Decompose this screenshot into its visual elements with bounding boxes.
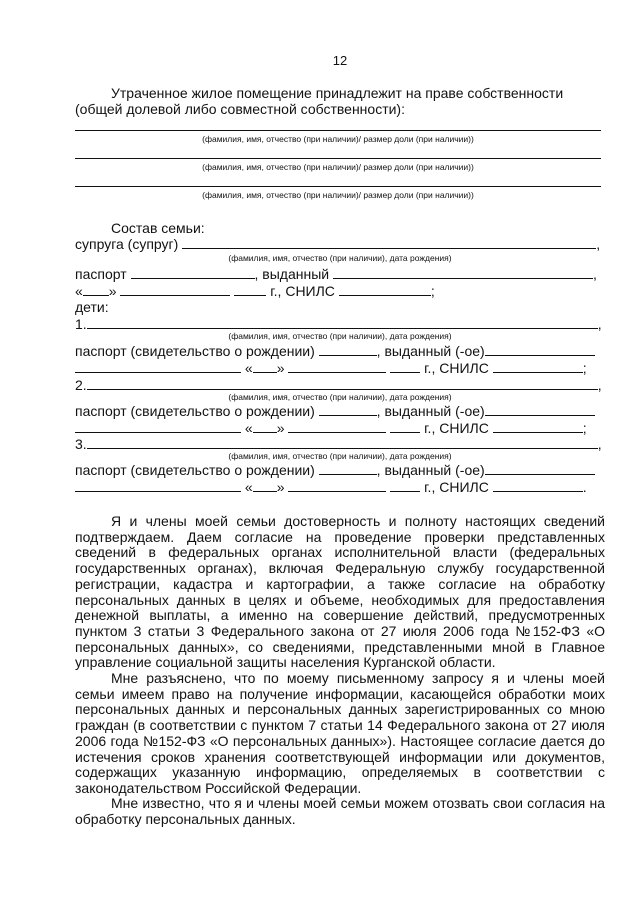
child-2-date-row	[75, 420, 587, 436]
child-1-year-field[interactable]	[390, 360, 420, 373]
child-2-number: 2.	[75, 377, 87, 393]
child-2-passport-field[interactable]	[319, 403, 377, 416]
child-1-passport-field[interactable]	[319, 343, 377, 356]
child-1-month-field[interactable]	[288, 360, 386, 373]
spouse-semicolon: ;	[430, 283, 435, 299]
quote-close: »	[108, 283, 117, 299]
spouse-passport-field[interactable]	[131, 266, 255, 279]
child-2-comma: ,	[597, 377, 602, 393]
child-2-year-snils-label: г., СНИЛС	[424, 420, 489, 436]
spouse-snils-field[interactable]	[339, 283, 431, 296]
owner-caption-1: (фамилия, имя, отчество (при наличии)/ размер доли (при наличии))	[202, 134, 474, 144]
spouse-year-field[interactable]	[234, 283, 266, 296]
child-1-issued-label: , выданный (-ое)	[376, 343, 485, 359]
child-3-number: 3.	[75, 436, 87, 452]
quote-open: «	[75, 283, 83, 299]
child-2-issuer-field[interactable]	[75, 420, 241, 433]
child-3-comma: ,	[597, 436, 602, 452]
child-3-issued-label: , выданный (-ое)	[376, 462, 485, 478]
spouse-year-snils-label: г., СНИЛС	[270, 283, 335, 299]
child-1-issued-field[interactable]	[485, 343, 595, 356]
spouse-passport-comma: ,	[593, 266, 597, 282]
child-1-number: 1.	[75, 316, 87, 332]
child-1-snils-field[interactable]	[493, 360, 583, 373]
child-2-passport-label: паспорт (свидетельство о рождении)	[75, 403, 315, 419]
quote-close: »	[276, 360, 285, 376]
consent-paragraph-1: Я и члены моей семьи достоверность и полноту настоящих сведений подтверждаем. Даем согласие на проведение проверки представленных сведений в федеральных органах исполнительной власти (федеральных государственных органах), включая Федеральную службу государственной регистрации, кадастра и картографии, а также согласие на обработку персональных данных в целях и объеме, необходимых для предоставления денежной выплаты, а именно на совершение действий, предусмотренных пунктом 3 статьи 3 Федерального закона от 27 июля 2006 года №152-ФЗ «О персональных данных», со сведениями, представленными мной в Главное управление социальной защиты населения Курганской области.	[75, 513, 605, 671]
spouse-issued-field[interactable]	[333, 266, 593, 279]
child-3-period: .	[582, 479, 587, 495]
spouse-name-field[interactable]	[182, 236, 596, 249]
owner-caption-3: (фамилия, имя, отчество (при наличии)/ размер доли (при наличии))	[202, 190, 474, 200]
spouse-passport-row	[75, 266, 597, 282]
quote-open: «	[244, 360, 253, 376]
child-1-passport-label: паспорт (свидетельство о рождении)	[75, 343, 315, 359]
child-2-caption: (фамилия, имя, отчество (при наличии), дата рождения)	[228, 392, 452, 402]
child-3-name-field[interactable]	[87, 436, 598, 449]
quote-open: «	[244, 420, 253, 436]
child-1-caption: (фамилия, имя, отчество (при наличии), дата рождения)	[228, 331, 452, 341]
quote-close: »	[276, 479, 285, 495]
children-label: дети:	[75, 299, 109, 315]
consent-paragraph-2: Мне разъяснено, что по моему письменному запросу я и члены моей семьи имеем право на получение информации, касающейся обработки моих персональных данных и персональных данных зарегистрированных со мною граждан (в соответствии с пунктом 7 статьи 14 Федерального закона от 27 июля 2006 года №152-ФЗ «О персональных данных»). Настоящее согласие дается до истечения сроков хранения соответствующей информации или документов, содержащих указанную информацию, определяемых в соответствии с законодательством Российской Федерации.	[75, 670, 605, 796]
spouse-day-field[interactable]	[83, 283, 109, 296]
owners-heading-line1: Утраченное жилое помещение принадлежит на праве собственности	[111, 85, 564, 101]
child-2-semicolon: ;	[582, 420, 587, 436]
child-1-issuer-field[interactable]	[75, 360, 241, 373]
spouse-date-row	[75, 283, 435, 299]
child-2-row	[75, 377, 602, 393]
child-3-passport-field[interactable]	[319, 462, 377, 475]
spouse-issued-label: , выданный	[254, 266, 330, 282]
owner-caption-2: (фамилия, имя, отчество (при наличии)/ размер доли (при наличии))	[202, 162, 474, 172]
quote-close: »	[276, 420, 285, 436]
consent-paragraph-3: Мне известно, что я и члены моей семьи можем отозвать свои согласия на обработку персональных данных.	[75, 795, 605, 827]
child-3-issuer-field[interactable]	[75, 479, 241, 492]
child-2-day-field[interactable]	[253, 420, 277, 433]
child-1-comma: ,	[597, 316, 602, 332]
child-1-year-snils-label: г., СНИЛС	[424, 360, 489, 376]
spouse-passport-label: паспорт	[75, 266, 127, 282]
child-3-caption: (фамилия, имя, отчество (при наличии), дата рождения)	[228, 451, 452, 461]
spouse-label: супруга (супруг)	[75, 236, 179, 252]
owner-line-3[interactable]	[75, 186, 601, 187]
child-1-name-field[interactable]	[87, 316, 598, 329]
owners-heading-line2: (общей долевой либо совместной собственности):	[75, 101, 405, 117]
child-3-month-field[interactable]	[288, 479, 386, 492]
spouse-comma: ,	[596, 236, 601, 252]
page-number: 12	[332, 53, 348, 68]
child-2-name-field[interactable]	[87, 377, 598, 390]
spouse-caption: (фамилия, имя, отчество (при наличии), дата рождения)	[228, 253, 452, 263]
child-2-snils-field[interactable]	[493, 420, 583, 433]
child-2-issued-field[interactable]	[485, 403, 595, 416]
owner-line-1[interactable]	[75, 130, 601, 131]
owner-line-2[interactable]	[75, 158, 601, 159]
child-3-passport-label: паспорт (свидетельство о рождении)	[75, 462, 315, 478]
child-1-day-field[interactable]	[253, 360, 277, 373]
child-3-snils-field[interactable]	[493, 479, 583, 492]
child-3-issued-field[interactable]	[485, 462, 595, 475]
spouse-row	[75, 236, 600, 252]
child-3-passport-row	[75, 462, 595, 478]
child-3-year-field[interactable]	[390, 479, 420, 492]
child-3-day-field[interactable]	[253, 479, 277, 492]
child-2-month-field[interactable]	[288, 420, 386, 433]
child-2-passport-row	[75, 403, 595, 419]
child-1-semicolon: ;	[582, 360, 587, 376]
quote-open: «	[244, 479, 253, 495]
child-1-passport-row	[75, 343, 595, 359]
family-title: Состав семьи:	[111, 220, 205, 236]
child-1-date-row	[75, 360, 587, 376]
child-2-year-field[interactable]	[390, 420, 420, 433]
child-2-issued-label: , выданный (-ое)	[376, 403, 485, 419]
child-3-year-snils-label: г., СНИЛС	[424, 479, 489, 495]
child-1-row	[75, 316, 602, 332]
child-3-date-row	[75, 479, 587, 495]
spouse-month-field[interactable]	[120, 283, 230, 296]
child-3-row	[75, 436, 602, 452]
